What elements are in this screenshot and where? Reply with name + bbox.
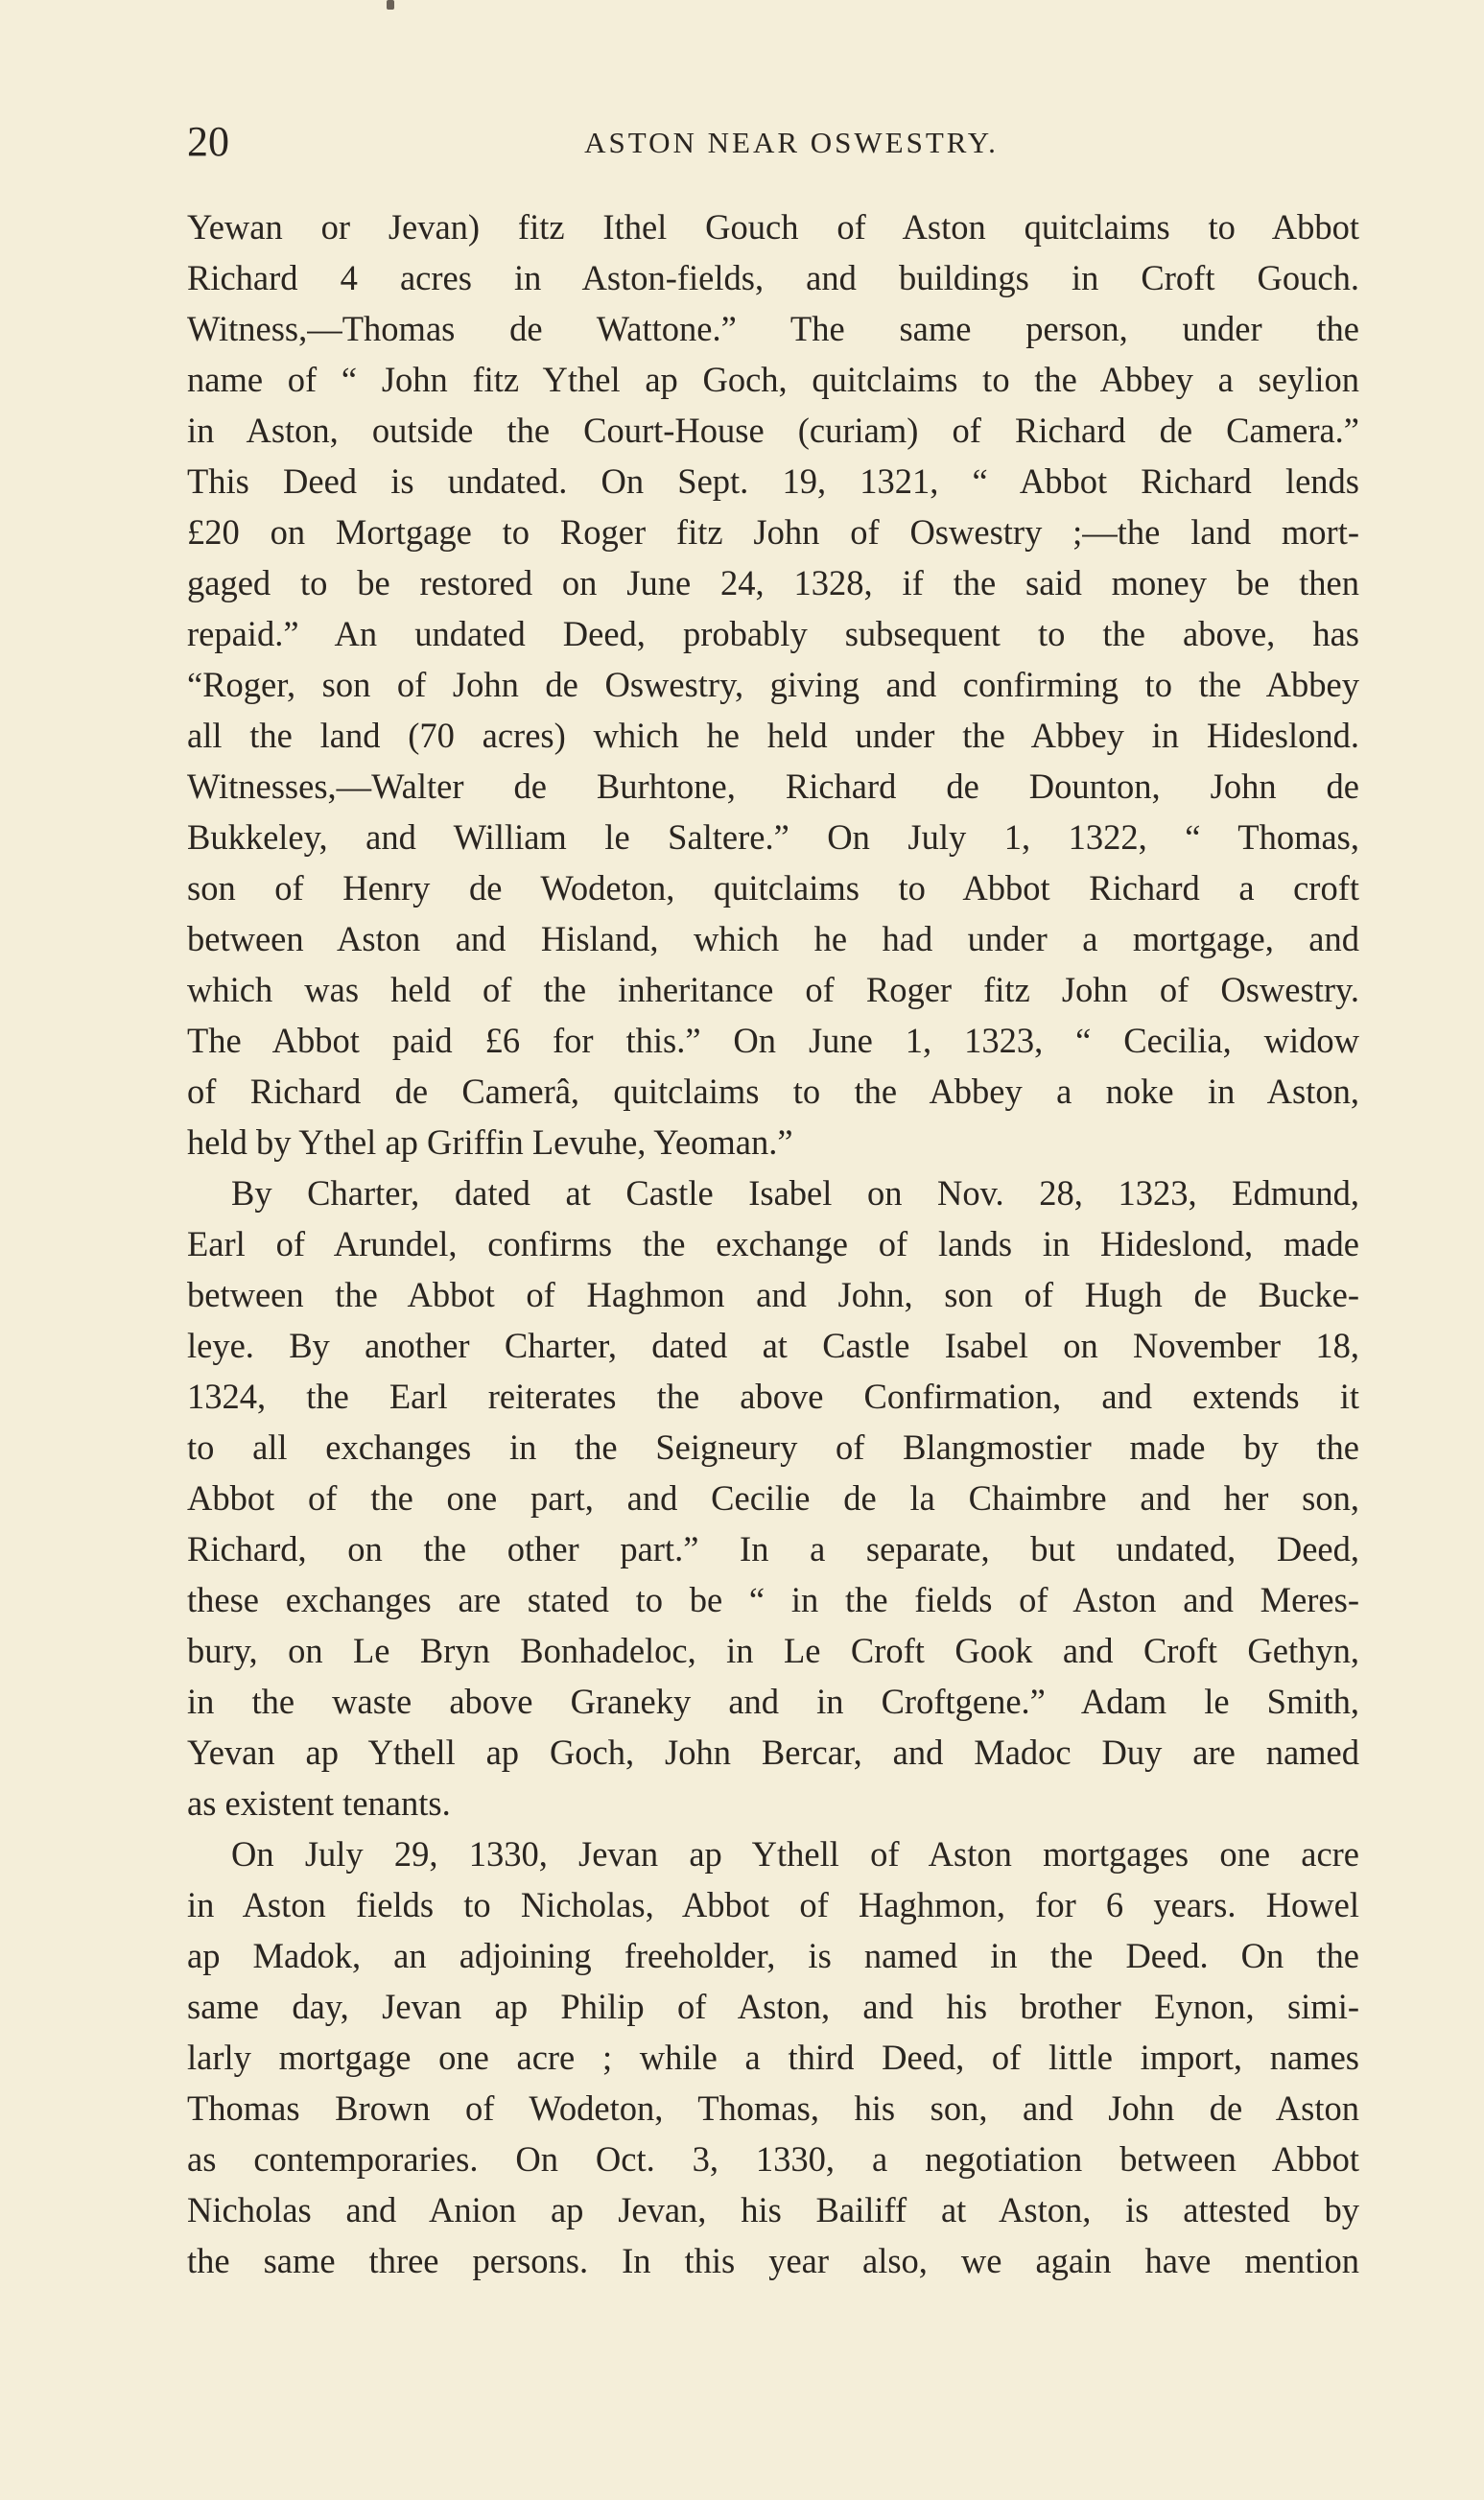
text-line: larly mortgage one acre ; while a third Deed, of little import, names	[187, 2038, 1359, 2077]
text-line: Witnesses,—Walter de Burhtone, Richard de Dounton, John de	[187, 767, 1359, 806]
text-line: which was held of the inheritance of Roger fitz John of Oswestry.	[187, 970, 1359, 1009]
text-line: these exchanges are stated to be “ in the fields of Aston and Meres-	[187, 1580, 1359, 1619]
text-line: between Aston and Hisland, which he had under a mortgage, and	[187, 919, 1359, 958]
text-line: Yewan or Jevan) fitz Ithel Gouch of Aston quitclaims to Abbot	[187, 207, 1359, 247]
text-line: Yevan ap Ythell ap Goch, John Bercar, and Madoc Duy are named	[187, 1733, 1359, 1772]
page-header	[187, 113, 1357, 171]
text-line: in Aston fields to Nicholas, Abbot of Haghmon, for 6 years. Howel	[187, 1885, 1359, 1924]
text-line: same day, Jevan ap Philip of Aston, and his brother Eynon, simi-	[187, 1987, 1359, 2026]
text-line: By Charter, dated at Castle Isabel on Nov. 28, 1323, Edmund,	[231, 1173, 1359, 1213]
text-line: On July 29, 1330, Jevan ap Ythell of Aston mortgages one acre	[231, 1834, 1359, 1874]
text-line: held by Ythel ap Griffin Levuhe, Yeoman.”	[187, 1122, 793, 1162]
text-line: in Aston, outside the Court-House (curiam) of Richard de Camera.”	[187, 411, 1359, 450]
text-line: Richard, on the other part.” In a separate, but undated, Deed,	[187, 1529, 1359, 1568]
ink-speck	[387, 0, 394, 10]
text-line: Bukkeley, and William le Saltere.” On July 1, 1322, “ Thomas,	[187, 817, 1359, 857]
text-line: Thomas Brown of Wodeton, Thomas, his son, and John de Aston	[187, 2088, 1359, 2128]
text-line: gaged to be restored on June 24, 1328, if the said money be then	[187, 563, 1359, 602]
text-line: bury, on Le Bryn Bonhadeloc, in Le Croft Gook and Croft Gethyn,	[187, 1631, 1359, 1670]
text-line: all the land (70 acres) which he held under the Abbey in Hideslond.	[187, 716, 1359, 755]
text-line: Nicholas and Anion ap Jevan, his Bailiff at Aston, is attested by	[187, 2190, 1359, 2229]
text-line: Abbot of the one part, and Cecilie de la Chaimbre and her son,	[187, 1478, 1359, 1518]
text-line: as existent tenants.	[187, 1783, 451, 1823]
page-number: 20	[187, 118, 229, 165]
text-line: 1324, the Earl reiterates the above Confirmation, and extends it	[187, 1377, 1359, 1416]
text-line: This Deed is undated. On Sept. 19, 1321, “ Abbot Richard lends	[187, 461, 1359, 501]
text-line: Earl of Arundel, confirms the exchange of lands in Hideslond, made	[187, 1224, 1359, 1263]
text-line: The Abbot paid £6 for this.” On June 1, 1323, “ Cecilia, widow	[187, 1021, 1359, 1060]
text-line: between the Abbot of Haghmon and John, son of Hugh de Bucke-	[187, 1275, 1359, 1314]
text-line: Witness,—Thomas de Wattone.” The same person, under the	[187, 309, 1359, 348]
text-line: the same three persons. In this year also, we again have mention	[187, 2241, 1359, 2280]
text-line: of Richard de Camerâ, quitclaims to the Abbey a noke in Aston,	[187, 1072, 1359, 1111]
text-line: to all exchanges in the Seigneury of Blangmostier made by the	[187, 1427, 1359, 1467]
text-line: ap Madok, an adjoining freeholder, is named in the Deed. On the	[187, 1936, 1359, 1975]
text-line: son of Henry de Wodeton, quitclaims to Abbot Richard a croft	[187, 868, 1359, 908]
text-line: “Roger, son of John de Oswestry, giving and confirming to the Abbey	[187, 665, 1359, 704]
text-line: leye. By another Charter, dated at Castle Isabel on November 18,	[187, 1326, 1359, 1365]
text-line: repaid.” An undated Deed, probably subsequent to the above, has	[187, 614, 1359, 653]
body-text	[187, 201, 1359, 2286]
text-line: £20 on Mortgage to Roger fitz John of Oswestry ;—the land mort-	[187, 512, 1359, 552]
text-line: in the waste above Graneky and in Croftgene.” Adam le Smith,	[187, 1682, 1359, 1721]
text-line: Richard 4 acres in Aston-fields, and buildings in Croft Gouch.	[187, 258, 1359, 297]
running-head: ASTON NEAR OSWESTRY.	[584, 126, 999, 159]
text-line: name of “ John fitz Ythel ap Goch, quitclaims to the Abbey a seylion	[187, 360, 1359, 399]
text-line: as contemporaries. On Oct. 3, 1330, a negotiation between Abbot	[187, 2139, 1359, 2179]
